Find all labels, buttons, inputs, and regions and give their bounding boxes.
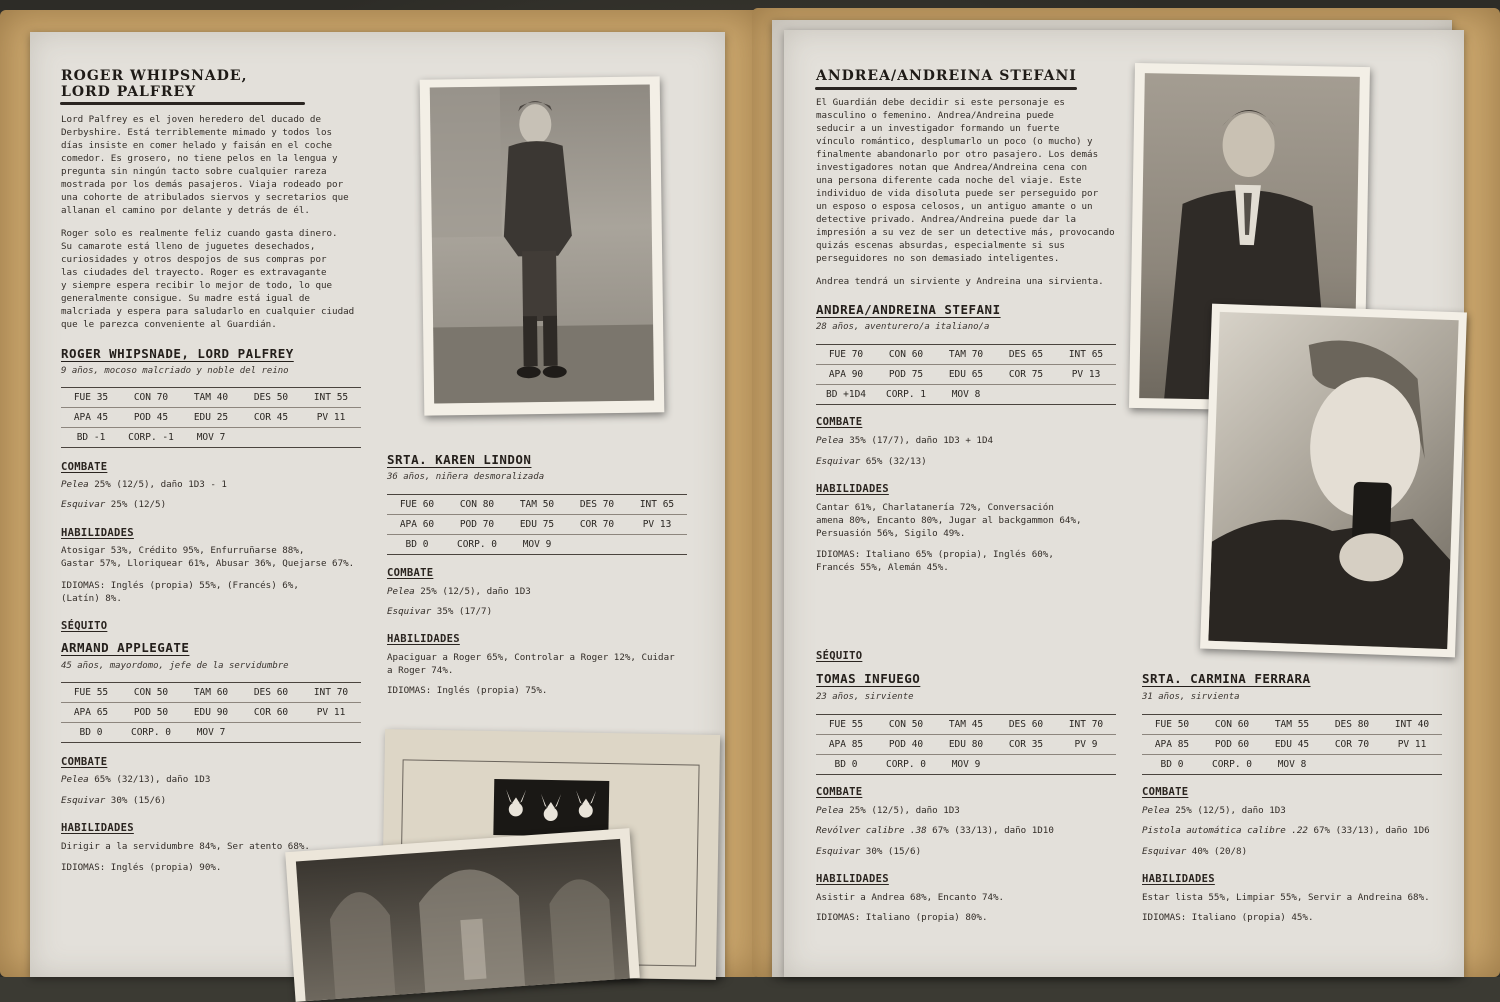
stat-cell: INT 40 bbox=[1394, 719, 1430, 730]
stat-cell: MOV 8 bbox=[1277, 759, 1307, 770]
stat-cell: BD 0 bbox=[834, 759, 858, 770]
stat-row bbox=[61, 427, 361, 447]
combat-value: 25% (12/5), daño 1D3 bbox=[414, 586, 531, 597]
page-title: ANDREA/ANDREINA STEFANI bbox=[816, 68, 1077, 84]
combat-line bbox=[61, 478, 227, 491]
combat-heading-andrea: COMBATE bbox=[816, 416, 863, 428]
stat-row bbox=[816, 715, 1116, 734]
stat-row bbox=[387, 514, 687, 534]
npc-subtitle-tomas: 23 años, sirviente bbox=[816, 692, 914, 702]
portrait-photo-andreina bbox=[1200, 304, 1467, 658]
combat-value: 30% (15/6) bbox=[860, 846, 922, 857]
stat-cell: EDU 65 bbox=[948, 369, 984, 380]
photo-image bbox=[1208, 312, 1458, 649]
skills-andrea: Cantar 61%, Charlatanería 72%, Conversación amena 80%, Encanto 80%, Jugar al backgammon 64%, Persuasión 56%, Sigilo 49%. bbox=[816, 502, 1082, 539]
stat-cell: MOV 7 bbox=[196, 432, 226, 443]
stat-cell: DES 80 bbox=[1334, 719, 1370, 730]
stat-cell: CORP. 0 bbox=[885, 759, 927, 770]
stat-cell: POD 50 bbox=[133, 707, 169, 718]
stat-cell: CORP. 0 bbox=[1211, 759, 1253, 770]
skills-heading-andrea: HABILIDADES bbox=[816, 483, 889, 495]
combat-skill: Pelea bbox=[61, 479, 89, 490]
stat-cell: COR 35 bbox=[1008, 739, 1044, 750]
npc-name-tomas: TOMAS INFUEGO bbox=[816, 671, 921, 686]
title-underline bbox=[60, 102, 305, 105]
skills-tomas: Asistir a Andrea 68%, Encanto 74%. bbox=[816, 892, 1005, 903]
intro-paragraph-1: El Guardián debe decidir si este personaje es masculino o femenino. Andrea/Andreina puede seducir a un investigador formando un fuerte vínculo romántico, desplumarlo un poco (o mucho) y finalmente abandonarlo por otro pasajero. Los demás investigadores notan que Andrea/Andreina cena con una persona diferente cada noche del viaje. Este individuo de vida disoluta puede ser perseguido por un esposo o esposa celosos, un antiguo amante o un detective privado. Andrea/Andreina puede dar la impresión a su vez de ser un detective más, provocando quizás escenas absurdas, especialmente si sus perseguidores no son demasiado inteligentes. bbox=[816, 97, 1115, 264]
stat-cell: BD -1 bbox=[76, 432, 106, 443]
stat-cell: CORP. 1 bbox=[885, 389, 927, 400]
stat-row bbox=[816, 364, 1116, 384]
stat-cell: EDU 80 bbox=[948, 739, 984, 750]
npc-name-roger: ROGER WHIPSNADE, LORD PALFREY bbox=[61, 346, 294, 361]
stat-cell: INT 70 bbox=[1068, 719, 1104, 730]
combat-heading-karen: COMBATE bbox=[387, 567, 434, 579]
stat-block-armand bbox=[61, 682, 361, 743]
combat-skill: Esquivar bbox=[61, 795, 106, 806]
combat-value: 25% (12/5) bbox=[105, 499, 167, 510]
stat-cell: POD 70 bbox=[459, 519, 495, 530]
stat-cell: TAM 60 bbox=[193, 687, 229, 698]
stat-cell: CON 60 bbox=[1214, 719, 1250, 730]
stag-crest-icon bbox=[493, 779, 609, 837]
stat-cell: BD 0 bbox=[1160, 759, 1184, 770]
combat-heading-tomas: COMBATE bbox=[816, 786, 863, 798]
combat-value: 25% (12/5), daño 1D3 bbox=[1169, 805, 1286, 816]
stat-cell: DES 60 bbox=[1008, 719, 1044, 730]
stat-cell: CON 70 bbox=[133, 392, 169, 403]
stat-cell: TAM 50 bbox=[519, 499, 555, 510]
combat-heading-armand: COMBATE bbox=[61, 756, 108, 768]
combat-line bbox=[387, 585, 531, 598]
combat-skill: Esquivar bbox=[816, 456, 861, 467]
stat-cell: CON 80 bbox=[459, 499, 495, 510]
stat-cell: APA 60 bbox=[399, 519, 435, 530]
combat-line bbox=[816, 455, 927, 468]
stat-cell: PV 11 bbox=[316, 707, 346, 718]
combat-line bbox=[816, 804, 960, 817]
stat-block-andrea bbox=[816, 344, 1116, 405]
stat-cell: POD 45 bbox=[133, 412, 169, 423]
stat-cell: TAM 45 bbox=[948, 719, 984, 730]
church-photo bbox=[285, 828, 640, 1002]
skills-armand: Dirigir a la servidumbre 84%, Ser atento 68%. bbox=[61, 841, 310, 852]
npc-subtitle-armand: 45 años, mayordomo, jefe de la servidumbre bbox=[61, 661, 289, 671]
skills-heading-karen: HABILIDADES bbox=[387, 633, 460, 645]
combat-value: 35% (17/7), daño 1D3 + 1D4 bbox=[843, 435, 994, 446]
stat-cell: COR 45 bbox=[253, 412, 289, 423]
stat-cell: INT 55 bbox=[313, 392, 349, 403]
skills-karen: Apaciguar a Roger 65%, Controlar a Roger 12%, Cuidar a Roger 74%. bbox=[387, 652, 675, 676]
combat-value: 30% (15/6) bbox=[105, 795, 167, 806]
stat-row bbox=[1142, 715, 1442, 734]
combat-value: 35% (17/7) bbox=[431, 606, 493, 617]
skills-heading-tomas: HABILIDADES bbox=[816, 873, 889, 885]
stat-row bbox=[61, 388, 361, 407]
npc-name-carmina: SRTA. CARMINA FERRARA bbox=[1142, 671, 1311, 686]
title-underline bbox=[815, 87, 1077, 90]
stat-cell: EDU 45 bbox=[1274, 739, 1310, 750]
stat-row bbox=[1142, 754, 1442, 774]
stat-cell: COR 75 bbox=[1008, 369, 1044, 380]
combat-value: 67% (33/13), daño 1D10 bbox=[926, 825, 1054, 836]
stat-cell: CORP. 0 bbox=[456, 539, 498, 550]
combat-skill: Esquivar bbox=[61, 499, 106, 510]
combat-heading-roger: COMBATE bbox=[61, 461, 108, 473]
stat-row bbox=[387, 495, 687, 514]
npc-subtitle-roger: 9 años, mocoso malcriado y noble del reino bbox=[61, 366, 289, 376]
languages-carmina: IDIOMAS: Italiano (propia) 45%. bbox=[1142, 912, 1314, 923]
stat-cell: BD 0 bbox=[405, 539, 429, 550]
stat-cell: CORP. -1 bbox=[128, 432, 174, 443]
stat-cell: EDU 25 bbox=[193, 412, 229, 423]
stat-cell: FUE 60 bbox=[399, 499, 435, 510]
stat-cell: CORP. 0 bbox=[130, 727, 172, 738]
combat-line bbox=[61, 794, 166, 807]
stat-cell: DES 60 bbox=[253, 687, 289, 698]
sequito-heading: SÉQUITO bbox=[816, 650, 863, 662]
combat-line bbox=[816, 434, 993, 447]
stat-cell: APA 85 bbox=[1154, 739, 1190, 750]
stat-cell: APA 90 bbox=[828, 369, 864, 380]
stat-cell: MOV 9 bbox=[522, 539, 552, 550]
stat-cell: BD +1D4 bbox=[825, 389, 867, 400]
stat-cell: CON 60 bbox=[888, 349, 924, 360]
stat-cell: DES 50 bbox=[253, 392, 289, 403]
combat-skill: Pistola automática calibre .22 bbox=[1142, 825, 1308, 836]
intro-paragraph-2: Andrea tendrá un sirviente y Andreina una sirvienta. bbox=[816, 276, 1104, 287]
skills-heading-carmina: HABILIDADES bbox=[1142, 873, 1215, 885]
combat-heading-carmina: COMBATE bbox=[1142, 786, 1189, 798]
sequito-heading: SÉQUITO bbox=[61, 620, 108, 632]
combat-value: 25% (12/5), daño 1D3 bbox=[843, 805, 960, 816]
intro-paragraph-1: Lord Palfrey es el joven heredero del ducado de Derbyshire. Está terriblemente mimado y todos los días insiste en comer helado y faisán en el coche comedor. Es grosero, no tiene pelos en la lengua y pregunta sin ningún tacto sobre cualquier rareza mostrada por los demás pasajeros. Viaja rodeado por una cohorte de atribulados siervos y secretarios que allanan el camino por delante y detrás de él. bbox=[61, 114, 349, 216]
combat-value: 40% (20/8) bbox=[1186, 846, 1248, 857]
combat-line bbox=[61, 773, 210, 786]
stat-cell: DES 65 bbox=[1008, 349, 1044, 360]
combat-value: 65% (32/13) bbox=[860, 456, 927, 467]
stat-row bbox=[387, 534, 687, 554]
npc-subtitle-andrea: 28 años, aventurero/a italiano/a bbox=[816, 322, 990, 332]
stat-cell: FUE 35 bbox=[73, 392, 109, 403]
npc-name-armand: ARMAND APPLEGATE bbox=[61, 640, 190, 655]
skills-heading-armand: HABILIDADES bbox=[61, 822, 134, 834]
intro-paragraph-2: Roger solo es realmente feliz cuando gasta dinero. Su camarote está lleno de juguetes desechados, curiosidades y otros despojos de sus compras por las ciudades del trayecto. Roger es extravagante y siempre espera recibir lo mejor de todo, lo que generalmente consigue. Su madre está igual de malcriada y espera para saludarlo en cualquier ciudad que le parezca conveniente al Guardián. bbox=[61, 228, 355, 330]
skills-heading-roger: HABILIDADES bbox=[61, 527, 134, 539]
languages-karen: IDIOMAS: Inglés (propia) 75%. bbox=[387, 685, 548, 696]
combat-value: 67% (33/13), daño 1D6 bbox=[1307, 825, 1430, 836]
stat-cell: EDU 75 bbox=[519, 519, 555, 530]
stat-cell: FUE 55 bbox=[73, 687, 109, 698]
stat-cell: CON 50 bbox=[888, 719, 924, 730]
stat-cell: BD 0 bbox=[79, 727, 103, 738]
stat-cell: CON 50 bbox=[133, 687, 169, 698]
stat-cell: PV 11 bbox=[316, 412, 346, 423]
stat-cell: PV 13 bbox=[1071, 369, 1101, 380]
stat-row bbox=[816, 345, 1116, 364]
combat-line bbox=[61, 498, 166, 511]
languages-andrea: IDIOMAS: Italiano 65% (propia), Inglés 60%, Francés 55%, Alemán 45%. bbox=[816, 549, 1054, 573]
combat-skill: Pelea bbox=[816, 435, 844, 446]
photo-image bbox=[430, 84, 654, 403]
stat-cell: POD 75 bbox=[888, 369, 924, 380]
stat-row bbox=[816, 734, 1116, 754]
stat-cell: COR 60 bbox=[253, 707, 289, 718]
combat-skill: Pelea bbox=[61, 774, 89, 785]
stat-cell: APA 45 bbox=[73, 412, 109, 423]
npc-name-andrea: ANDREA/ANDREINA STEFANI bbox=[816, 302, 1001, 317]
stat-cell: APA 85 bbox=[828, 739, 864, 750]
stat-cell: MOV 7 bbox=[196, 727, 226, 738]
combat-skill: Esquivar bbox=[387, 606, 432, 617]
combat-line bbox=[816, 845, 921, 858]
stat-cell: COR 70 bbox=[579, 519, 615, 530]
stat-row bbox=[61, 407, 361, 427]
combat-skill: Esquivar bbox=[1142, 846, 1187, 857]
combat-line bbox=[816, 824, 1054, 837]
stat-cell: MOV 9 bbox=[951, 759, 981, 770]
combat-value: 65% (32/13), daño 1D3 bbox=[88, 774, 211, 785]
stat-cell: PV 11 bbox=[1397, 739, 1427, 750]
stat-cell: FUE 70 bbox=[828, 349, 864, 360]
languages-tomas: IDIOMAS: Italiano (propia) 80%. bbox=[816, 912, 988, 923]
stat-block-tomas bbox=[816, 714, 1116, 775]
combat-value: 25% (12/5), daño 1D3 - 1 bbox=[88, 479, 227, 490]
stat-row bbox=[61, 683, 361, 702]
stat-cell: PV 13 bbox=[642, 519, 672, 530]
combat-line bbox=[387, 605, 492, 618]
combat-skill: Pelea bbox=[387, 586, 415, 597]
stat-row bbox=[816, 384, 1116, 404]
skills-roger: Atosigar 53%, Crédito 95%, Enfurruñarse 88%, Gastar 57%, Lloriquear 61%, Abusar 36%, Quejarse 67%. bbox=[61, 545, 355, 569]
stat-block-carmina bbox=[1142, 714, 1442, 775]
languages-armand: IDIOMAS: Inglés (propia) 90%. bbox=[61, 862, 222, 873]
stat-cell: TAM 55 bbox=[1274, 719, 1310, 730]
stat-cell: PV 9 bbox=[1074, 739, 1098, 750]
stat-cell: DES 70 bbox=[579, 499, 615, 510]
stat-cell: INT 65 bbox=[1068, 349, 1104, 360]
stat-row bbox=[1142, 734, 1442, 754]
stat-cell: TAM 70 bbox=[948, 349, 984, 360]
npc-subtitle-karen: 36 años, niñera desmoralizada bbox=[387, 472, 545, 482]
languages-roger: IDIOMAS: Inglés (propia) 55%, (Francés) 6%, (Latín) 8%. bbox=[61, 580, 299, 604]
combat-skill: Revólver calibre .38 bbox=[816, 825, 927, 836]
boy-figure-icon bbox=[430, 84, 654, 403]
combat-skill: Esquivar bbox=[816, 846, 861, 857]
stat-cell: APA 65 bbox=[73, 707, 109, 718]
stat-cell: INT 65 bbox=[639, 499, 675, 510]
combat-skill: Pelea bbox=[816, 805, 844, 816]
combat-line bbox=[1142, 804, 1286, 817]
stat-cell: FUE 50 bbox=[1154, 719, 1190, 730]
stat-cell: MOV 8 bbox=[951, 389, 981, 400]
stat-cell: POD 60 bbox=[1214, 739, 1250, 750]
stat-row bbox=[61, 722, 361, 742]
stat-cell: TAM 40 bbox=[193, 392, 229, 403]
combat-skill: Pelea bbox=[1142, 805, 1170, 816]
stat-block-roger bbox=[61, 387, 361, 448]
npc-name-karen: SRTA. KAREN LINDON bbox=[387, 452, 532, 467]
combat-line bbox=[1142, 824, 1430, 837]
stat-cell: EDU 90 bbox=[193, 707, 229, 718]
page-title: ROGER WHIPSNADE, LORD PALFREY bbox=[61, 68, 248, 100]
skills-carmina: Estar lista 55%, Limpiar 55%, Servir a Andreina 68%. bbox=[1142, 892, 1430, 903]
combat-line bbox=[1142, 845, 1247, 858]
stat-row bbox=[61, 702, 361, 722]
stat-block-karen bbox=[387, 494, 687, 555]
stat-cell: COR 70 bbox=[1334, 739, 1370, 750]
stat-cell: POD 40 bbox=[888, 739, 924, 750]
stat-cell: FUE 55 bbox=[828, 719, 864, 730]
npc-subtitle-carmina: 31 años, sirvienta bbox=[1142, 692, 1240, 702]
stat-cell: INT 70 bbox=[313, 687, 349, 698]
stat-row bbox=[816, 754, 1116, 774]
portrait-photo-roger bbox=[420, 76, 665, 415]
woman-with-pistol-icon bbox=[1208, 312, 1458, 649]
